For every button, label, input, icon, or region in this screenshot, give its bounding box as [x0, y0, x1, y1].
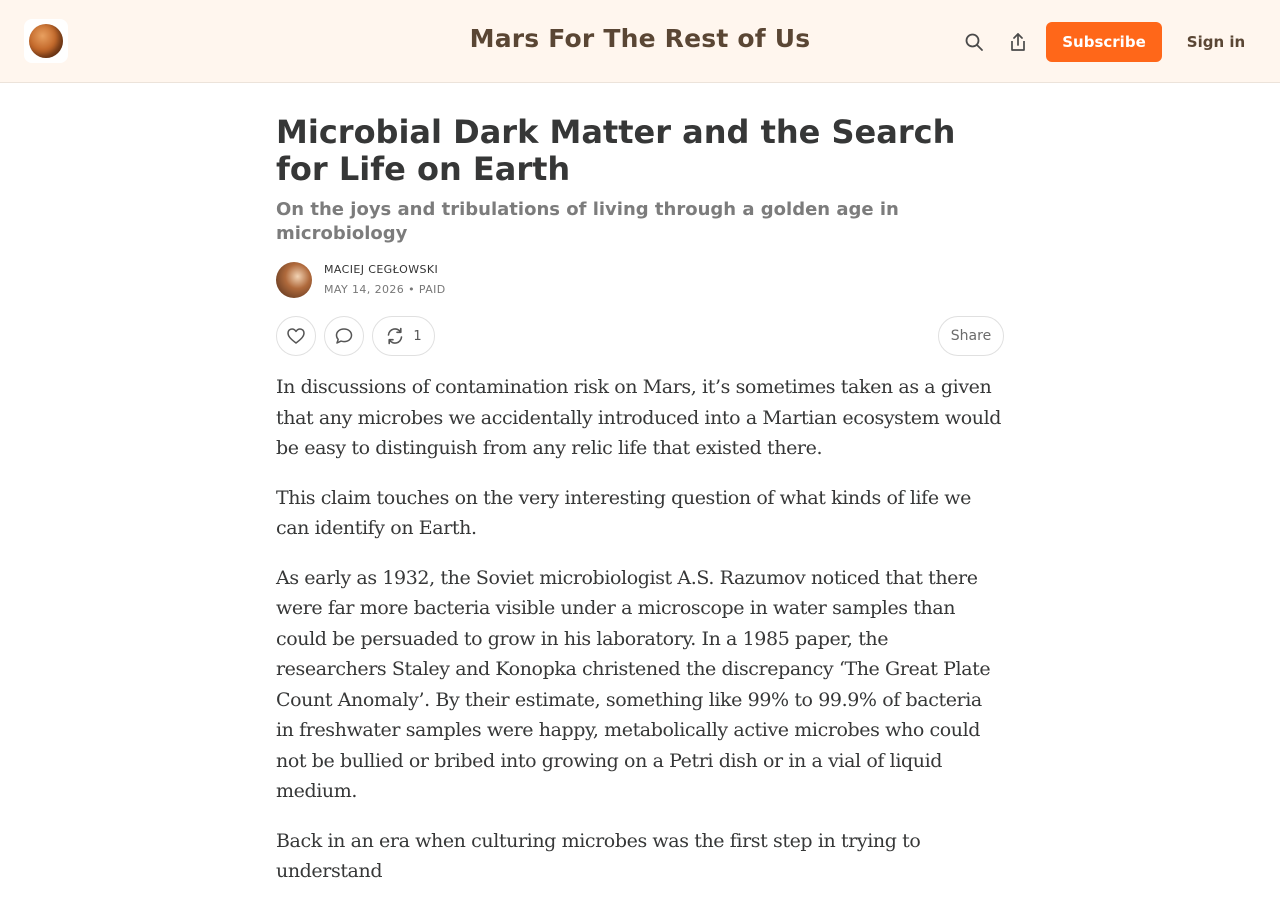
- article: [276, 114, 1004, 906]
- author-name[interactable]: MACIEJ CEGŁOWSKI: [324, 263, 439, 276]
- body-paragraph: As early as 1932, the Soviet microbiologist A.S. Razumov noticed that there were far more bacteria visible under a microscope in water samples than could be persuaded to grow in his laboratory. In a 1985 paper, the researchers Staley and Konopka christened the discrepancy ‘The Great Plate Count Anomaly’. By their estimate, something like 99% to 99.9% of bacteria in freshwater samples were happy, metabolically active microbes who could not be bullied or bribed into growing on a Petri dish or in a vial of liquid medium.: [276, 566, 991, 802]
- share-button[interactable]: Share: [938, 316, 1004, 356]
- sign-in-link[interactable]: Sign in: [1186, 33, 1246, 51]
- publication-title[interactable]: Mars For The Rest of Us: [469, 24, 811, 53]
- post-access-badge: PAID: [418, 283, 446, 296]
- comment-icon: [334, 326, 354, 346]
- post-meta: [324, 283, 446, 296]
- meta-separator: •: [408, 283, 415, 296]
- post-body: [276, 372, 1004, 887]
- search-button[interactable]: [959, 27, 989, 57]
- like-button[interactable]: [276, 316, 316, 356]
- share-publication-button[interactable]: [1003, 27, 1033, 57]
- body-paragraph: Back in an era when culturing microbes was the first step in trying to understand: [276, 829, 921, 882]
- top-navigation-bar: [0, 0, 1280, 83]
- subscribe-button[interactable]: Subscribe: [1046, 22, 1162, 62]
- search-icon: [964, 32, 984, 52]
- restack-icon: [385, 326, 405, 346]
- share-icon: [1008, 31, 1028, 53]
- restack-count: 1: [413, 328, 422, 344]
- author-avatar[interactable]: [276, 262, 312, 298]
- heart-icon: [286, 326, 306, 346]
- post-title: Microbial Dark Matter and the Search for Life on Earth: [276, 113, 956, 188]
- post-date: MAY 14, 2026: [324, 283, 405, 296]
- body-paragraph: In discussions of contamination risk on Mars, it’s sometimes taken as a given that any microbes we accidentally introduced into a Martian ecosystem would be easy to distinguish from any relic life that existed there.: [276, 376, 1002, 459]
- post-actions: [276, 316, 1004, 356]
- post-subtitle: On the joys and tribulations of living through a golden age in microbiology: [276, 199, 899, 244]
- comment-button[interactable]: [324, 316, 364, 356]
- restack-button[interactable]: [372, 316, 435, 356]
- byline: [276, 262, 1004, 300]
- body-paragraph: This claim touches on the very interesting question of what kinds of life we can identify on Earth.: [276, 486, 972, 539]
